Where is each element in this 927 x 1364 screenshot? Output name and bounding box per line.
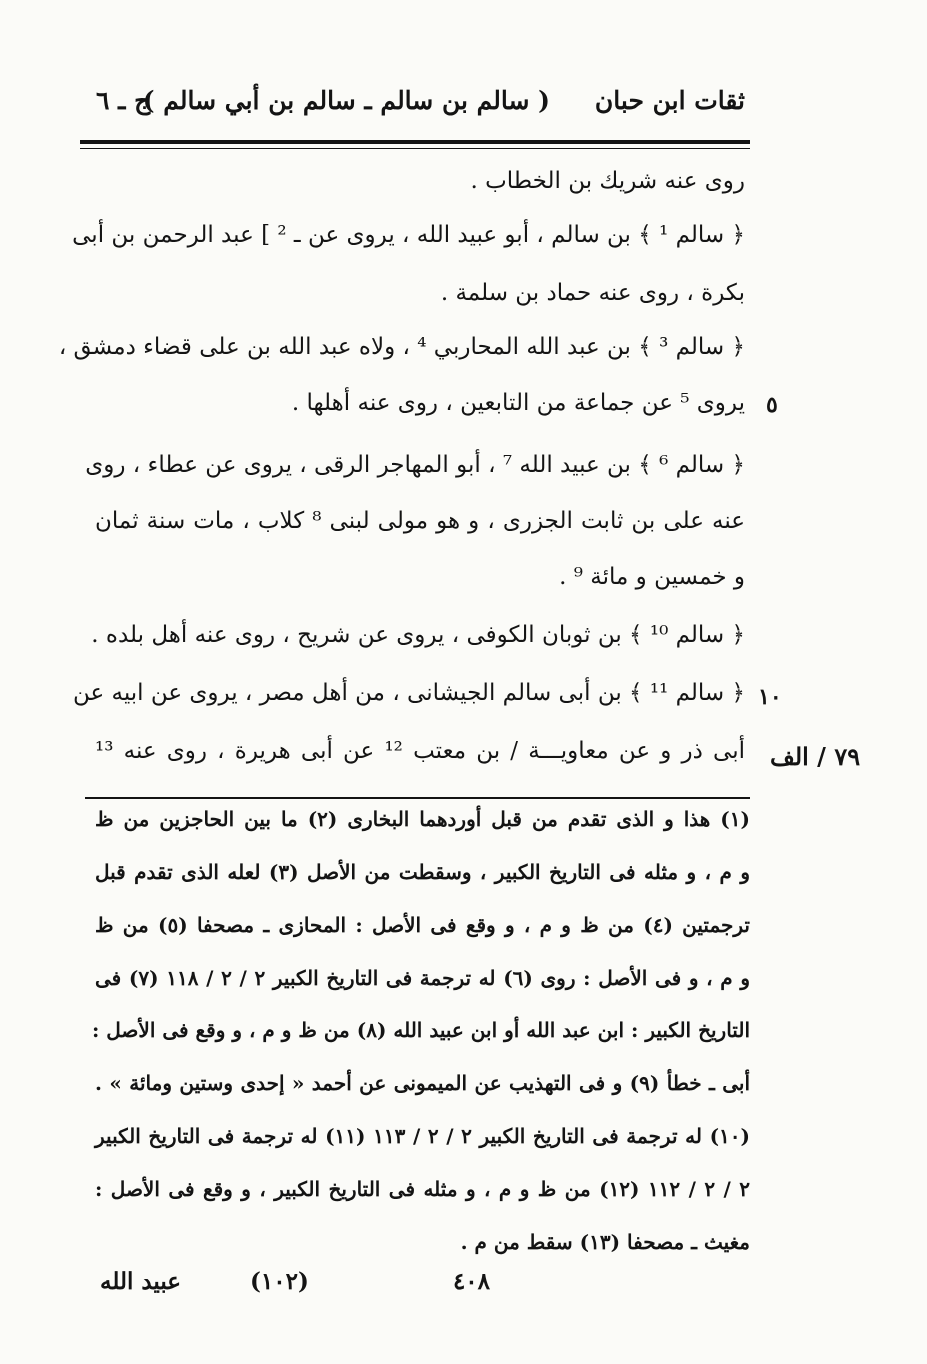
footnote-line: مغيث ـ مصحفا (١٣) سقط من م . [460,1230,750,1254]
footnote-line: ترجمتين (٤) من ظ و م ، و وقع فى الأصل : المحازى ـ مصحفا (٥) من ظ [95,913,750,937]
header-rule-thin [80,148,750,149]
catchword: عبيد الله [100,1268,182,1295]
footnote-line: و م ، و فى الأصل : روى (٦) له ترجمة فى التاريخ الكبير ٢ / ٢ / ١١٨ (٧) فى [95,966,750,990]
main-text-line: روى عنه شريك بن الخطاب . [470,168,745,194]
main-text-line: يروى ⁵ عن جماعة من التابعين ، روى عنه أهلها . [291,390,745,416]
header-rule-thick [80,140,750,144]
main-text-line: أبى ذر و عن معاويـــة / بن معتب ¹² عن أبى هريرة ، روى عنه ¹³ [95,738,746,764]
main-text-line: و خمسين و مائة ⁹ . [559,564,745,590]
main-text-line: ﴿ سالم ³ ﴾ بن عبد الله المحاربي ⁴ ، ولاه عبد الله بن على قضاء دمشق ، [58,334,745,360]
line-number-10: ١٠ [758,684,782,710]
main-text-line: عنه على بن ثابت الجزرى ، و هو مولى لبنى ⁸ كلاب ، مات سنة ثمان [95,508,745,534]
main-text-line: ﴿ سالم ¹ ﴾ بن سالم ، أبو عبيد الله ، يروى عن ـ ² ] عبد الرحمن بن أبى [72,222,745,248]
signature-number: (١٠٢) [250,1268,309,1295]
volume-label: ج ـ ٦ [96,86,151,115]
main-text-line: بكرة ، روى عنه حماد بن سلمة . [440,280,745,306]
section-title: ( سالم بن سالم ـ سالم بن أبي سالم ) [142,86,550,115]
footnote-line: و م ، و مثله فى التاريخ الكبير ، وسقطت من الأصل (٣) لعله الذى تقدم قبل [95,860,750,884]
footnote-line: ٢ / ٢ / ١١٢ (١٢) من ظ و م ، و مثله فى التاريخ الكبير ، و وقع فى الأصل : [95,1177,750,1201]
main-text-line: ﴿ سالم ⁶ ﴾ بن عبيد الله ⁷ ، أبو المهاجر الرقى ، يروى عن عطاء ، روى [85,452,745,478]
footnote-separator [85,797,750,799]
page-footer [100,1268,750,1308]
footnote-line: أبى ـ خطأ (٩) و فى التهذيب عن الميمونى عن أحمد « إحدى وستين ومائة » . [95,1071,751,1095]
footnote-line: (١) هذا و الذى تقدم من قبل أوردهما البخارى (٢) ما بين الحاجزين من ظ [95,807,750,831]
footnote-line: (١٠) له ترجمة فى التاريخ الكبير ٢ / ٢ / ١١٣ (١١) له ترجمة فى التاريخ الكبير [95,1124,750,1148]
line-number-5: ٥ [766,392,778,418]
footnote-line: التاريخ الكبير : ابن عبد الله أو ابن عبيد الله (٨) من ظ و م ، و وقع فى الأصل : [91,1018,750,1042]
main-text-line: ﴿ سالم ¹¹ ﴾ بن أبى سالم الجيشانى ، من أهل مصر ، يروى عن ابيه عن [72,680,745,706]
book-title: ثقات ابن حبان [594,86,745,115]
page-number: ٤٠٨ [452,1268,490,1295]
running-header [90,86,745,130]
folio-mark: ٧٩ / الف [770,742,861,771]
main-text-line: ﴿ سالم ¹⁰ ﴾ بن ثوبان الكوفى ، يروى عن شريح ، روى عنه أهل بلده . [91,622,745,648]
